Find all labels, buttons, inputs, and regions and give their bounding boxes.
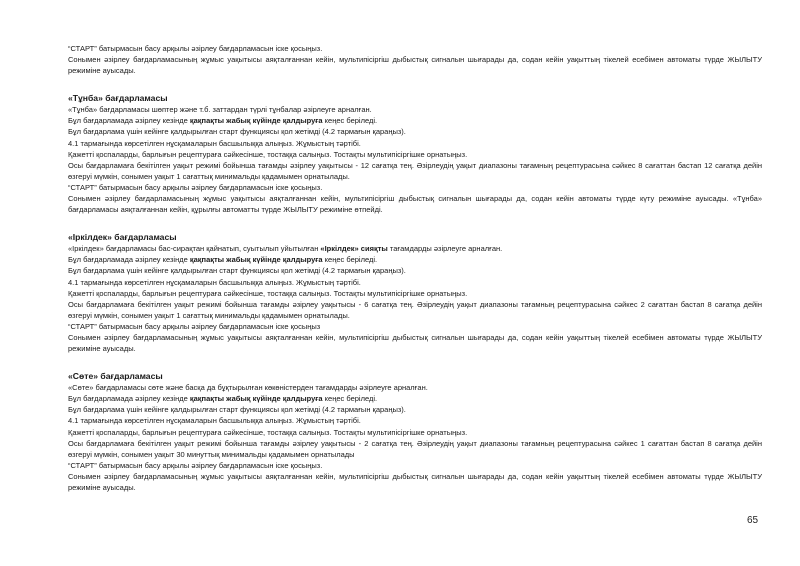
sote-line-1: «Сөте» бағдарламасы сөте және басқа да бұқтырылған көкөністерден тағамдарды әзірлеуге арналған.	[68, 383, 428, 393]
irkildek-line-2-text: Бұл бағдарламада әзірлеу кезінде	[68, 255, 190, 265]
irkildek-lid-closed-emphasis: қақпақты жабық күйінде қалдыруға	[189, 255, 323, 265]
irkildek-line-1	[68, 243, 762, 254]
irkildek-line-6: Осы бағдарламаға бекітілген уақыт режимі бойынша тағамды әзірлеу уақытысы - 6 сағатқа тең. Әзірлеудің уақыт диапазоны тағамның рецептурасына сәйкес 2 сағаттан бастап 8 сағатқа дейін өзгеруі мүмкін, сонымен уақыт 1 сағаттық минимальды қадамымен орнатылады.	[68, 299, 762, 320]
irkildek-line-2	[68, 254, 762, 265]
sote-line-4: 4.1 тармағында көрсетілген нұсқамаларын басшылыққа алыңыз. Жұмыстың тәртібі.	[68, 416, 361, 426]
sote-line-2-tail: кеңес беріледі.	[322, 394, 378, 404]
spacer	[68, 76, 762, 92]
sote-line-6: Осы бағдарламаға бекітілген уақыт режимі бойынша тағамды әзірлеу уақытысы - 2 сағатқа тең. Әзірлеудің уақыт диапазоны тағамның рецептурасына сәйкес 1 сағаттан бастап 8 сағатқа дейін өзгеруі мүмкін, сонымен уақыт 30 минуттық минимальды қадамымен орнатылады	[68, 438, 762, 459]
section-title-tunba: «Тұнба» бағдарламасы	[68, 93, 168, 104]
page-number: 65	[747, 515, 759, 526]
tunba-lid-closed-emphasis: қақпақты жабық күйінде қалдыруға	[189, 116, 323, 126]
sote-line-5: Қажетті қоспаларды, барлығын рецептураға сәйкесінше, тостаққа салыңыз. Тостақты мультипісіргішке орнатыңыз.	[68, 427, 468, 437]
tunba-line-1: «Тұнба» бағдарламасы шөптер және т.б. заттардан түрлі тұнбалар әзірлеуге арналған.	[68, 105, 372, 115]
tunba-line-2	[68, 115, 762, 126]
irkildek-line-7: “СТАРТ” батырмасын басу арқылы әзірлеу бағдарламасын іске қосыңыз	[68, 321, 321, 331]
irkildek-line-1-text: «Іркілдек» бағдарламасы бас-сирақтан қайнатып, суытылып уйытылған	[68, 244, 321, 254]
intro-line-1: “СТАРТ” батырмасын басу арқылы әзірлеу бағдарламасын іске қосыңыз.	[68, 44, 323, 53]
tunba-line-2-tail: кеңес беріледі.	[322, 116, 378, 126]
tunba-line-3: Бұл бағдарлама үшін кейінге қалдырылған старт функциясы қол жетімді (4.2 тармағын қараңыз).	[68, 127, 406, 137]
section-title-sote: «Сөте» бағдарламасы	[68, 371, 163, 382]
irkildek-line-1-tail: тағамдарды әзірлеуге арналған.	[387, 244, 503, 254]
irkildek-line-8: Сонымен әзірлеу бағдарламасының жұмыс уақытысы аяқталғаннан кейін, мультипісіргіш дыбыстық сигналын шығарады да, содан кейін уақыттың тікелей есебімен автоматы түрде ЖЫЛЫТУ режиміне ауысады.	[68, 332, 762, 354]
intro-line-2: Сонымен әзірлеу бағдарламасының жұмыс уақытысы аяқталғаннан кейін, мультипісіргіш дыбыстық сигналын шығарады да, содан кейін уақыттың тікелей есебімен автоматы түрде ЖЫЛЫТУ режиміне ауысады.	[68, 55, 762, 76]
spacer	[68, 215, 762, 231]
irkildek-line-3: Бұл бағдарлама үшін кейінге қалдырылған старт функциясы қол жетімді (4.2 тармағын қараңыз).	[68, 266, 406, 276]
sote-line-3: Бұл бағдарлама үшін кейінге қалдырылған старт функциясы қол жетімді (4.2 тармағын қараңыз).	[68, 405, 406, 415]
sote-line-2	[68, 393, 762, 404]
page-content	[68, 43, 762, 493]
irkildek-emphasis: «Іркілдек» сияқты	[320, 244, 388, 254]
tunba-line-6: Осы бағдарламаға бекітілген уақыт режимі бойынша тағамды әзірлеу уақытысы - 12 сағатқа тең. Әзірлеудің уақыт диапазоны тағамның рецептурасына сәйкес 8 сағаттан бастап 12 сағатқа дейін өзгеруі мүмкін, сонымен уақыт 1 сағаттық минимальды қадамымен орнатылады.	[68, 160, 762, 181]
sote-line-7: “СТАРТ” батырмасын басу арқылы әзірлеу бағдарламасын іске қосыңыз.	[68, 460, 323, 470]
sote-lid-closed-emphasis: қақпақты жабық күйінде қалдыруға	[189, 394, 323, 404]
tunba-line-4: 4.1 тармағында көрсетілген нұсқамаларын басшылыққа алыңыз. Жұмыстың тәртібі.	[68, 138, 361, 148]
section-title-irkildek: «Іркілдек» бағдарламасы	[68, 232, 177, 243]
tunba-line-7: “СТАРТ” батырмасын басу арқылы әзірлеу бағдарламасын іске қосыңыз.	[68, 182, 323, 192]
spacer	[68, 354, 762, 370]
sote-line-8: Сонымен әзірлеу бағдарламасының жұмыс уақытысы аяқталғаннан кейін, мультипісіргіш дыбыстық сигналын шығарады да, содан кейін уақыттың тікелей есебімен автоматы түрде ЖЫЛЫТУ режиміне ауысады.	[68, 471, 762, 492]
tunba-line-8: Сонымен әзірлеу бағдарламасының жұмыс уақытысы аяқталғаннан кейін, мультипісіргіш дыбыстық сигналын шығарады да, содан кейін автоматы түрде күту режиміне ауысады. «Тұнба» бағдарламасы аяқталғаннан кейін, құрылғы автоматты түрде ЖЫЛЫТУ режиміне өтпейді.	[68, 194, 762, 215]
irkildek-line-2-tail: кеңес беріледі.	[322, 255, 378, 265]
sote-line-2-text: Бұл бағдарламада әзірлеу кезінде	[68, 394, 190, 404]
tunba-line-5: Қажетті қоспаларды, барлығын рецептураға сәйкесінше, тостаққа салыңыз. Тостақты мультипісіргішке орнатыңыз.	[68, 149, 468, 159]
irkildek-line-5: Қажетті қоспаларды, барлығын рецептураға сәйкесінше, тостаққа салыңыз. Тостақты мультипісіргішке орнатыңыз.	[68, 288, 468, 298]
irkildek-line-4: 4.1 тармағында көрсетілген нұсқамаларын басшылыққа алыңыз. Жұмыстың тәртібі.	[68, 277, 361, 287]
tunba-line-2-text: Бұл бағдарламада әзірлеу кезінде	[68, 116, 190, 126]
